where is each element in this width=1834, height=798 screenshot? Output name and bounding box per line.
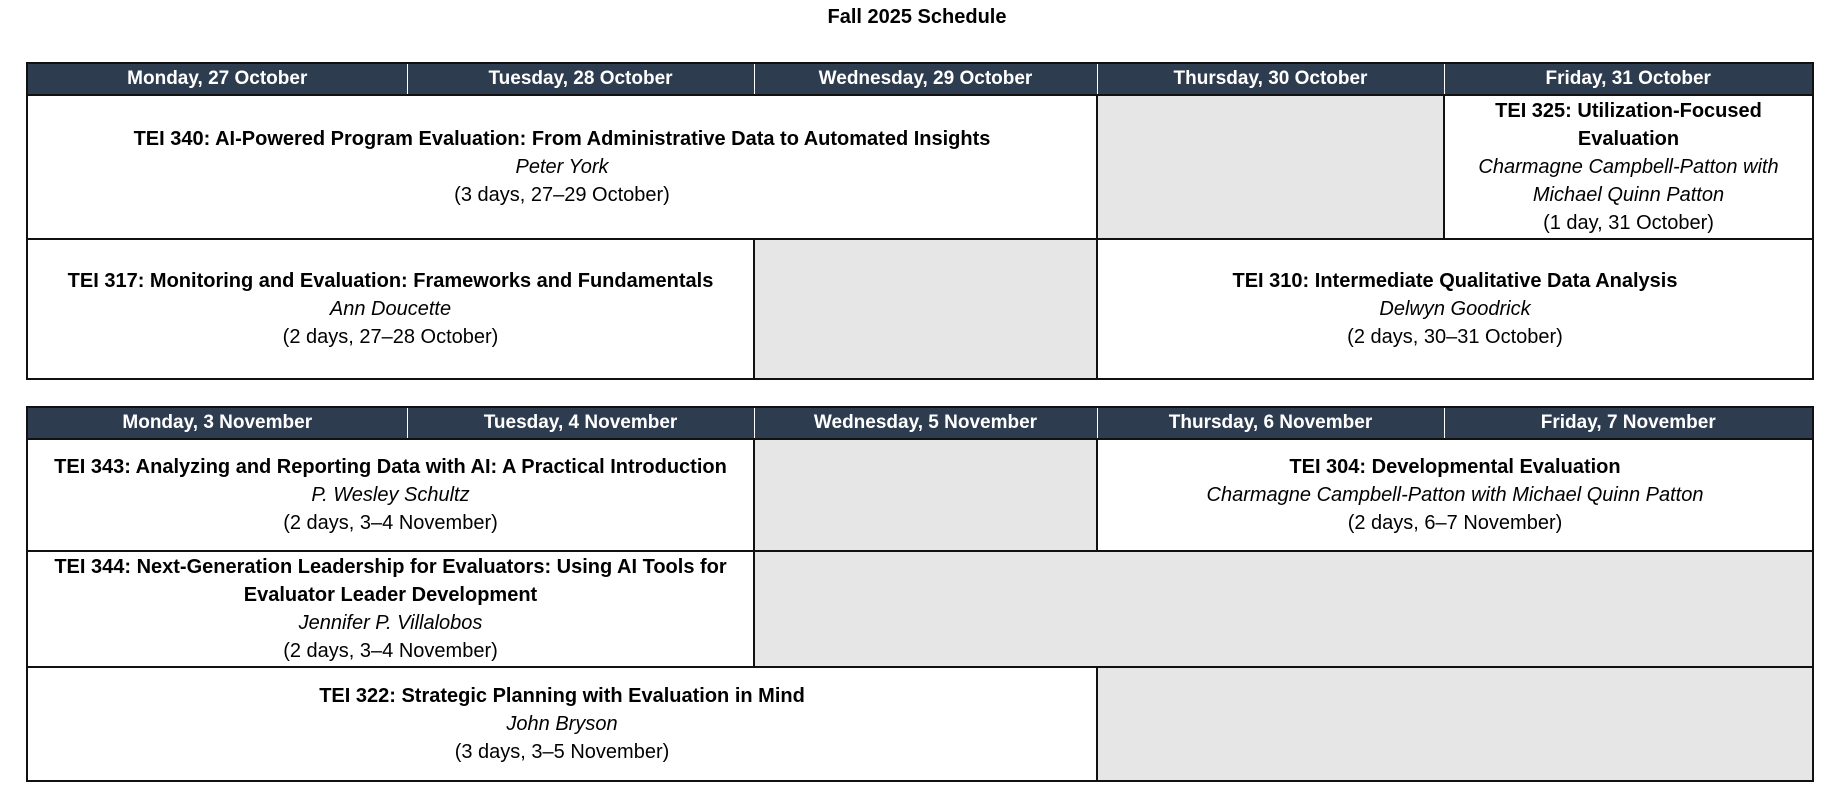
schedule-row bbox=[27, 239, 1813, 379]
day-header: Wednesday, 29 October bbox=[754, 63, 1097, 95]
course-instructor: Delwyn Goodrick bbox=[1379, 298, 1531, 320]
schedule-row bbox=[27, 439, 1813, 551]
course-instructor: Jennifer P. Villalobos bbox=[298, 612, 483, 634]
course-title: TEI 310: Intermediate Qualitative Data Analysis bbox=[1232, 270, 1678, 292]
day-header: Thursday, 30 October bbox=[1097, 63, 1444, 95]
course-instructor: Peter York bbox=[515, 156, 609, 178]
empty-cell bbox=[754, 551, 1813, 667]
day-header: Monday, 3 November bbox=[27, 407, 407, 439]
day-header: Monday, 27 October bbox=[27, 63, 407, 95]
course-duration: (2 days, 27–28 October) bbox=[282, 326, 499, 348]
course-title: TEI 325: Utilization-Focused Evaluation bbox=[1495, 100, 1762, 150]
empty-cell bbox=[754, 439, 1097, 551]
course-title: TEI 317: Monitoring and Evaluation: Frameworks and Fundamentals bbox=[67, 270, 714, 292]
course-instructor: Charmagne Campbell-Patton with Michael Quinn Patton bbox=[1478, 156, 1779, 206]
empty-cell bbox=[1097, 95, 1444, 239]
schedule-row bbox=[27, 667, 1813, 781]
course-duration: (1 day, 31 October) bbox=[1543, 212, 1714, 234]
course-instructor: P. Wesley Schultz bbox=[311, 484, 470, 506]
course-duration: (3 days, 27–29 October) bbox=[454, 184, 670, 206]
day-header: Tuesday, 28 October bbox=[407, 63, 754, 95]
course-instructor: Charmagne Campbell-Patton with Michael Quinn Patton bbox=[1206, 484, 1704, 506]
day-header: Tuesday, 4 November bbox=[407, 407, 754, 439]
day-header: Friday, 31 October bbox=[1444, 63, 1813, 95]
week-schedule-table bbox=[26, 62, 1814, 380]
page-title: Fall 2025 Schedule bbox=[827, 6, 1007, 28]
course-cell-tei325 bbox=[1444, 95, 1813, 239]
course-duration: (2 days, 30–31 October) bbox=[1347, 326, 1563, 348]
day-header-row bbox=[27, 407, 1813, 439]
course-duration: (3 days, 3–5 November) bbox=[454, 741, 670, 763]
course-cell-tei344 bbox=[27, 551, 754, 667]
course-title: TEI 322: Strategic Planning with Evaluation in Mind bbox=[319, 685, 805, 707]
day-header-row bbox=[27, 63, 1813, 95]
day-header: Thursday, 6 November bbox=[1097, 407, 1444, 439]
course-instructor: Ann Doucette bbox=[329, 298, 452, 320]
course-title: TEI 340: AI-Powered Program Evaluation: From Administrative Data to Automated Insights bbox=[133, 128, 991, 150]
course-duration: (2 days, 3–4 November) bbox=[283, 640, 498, 662]
course-cell-tei343 bbox=[27, 439, 754, 551]
course-cell-tei310 bbox=[1097, 239, 1813, 379]
course-cell-tei340 bbox=[27, 95, 1097, 239]
schedule-row bbox=[27, 551, 1813, 667]
course-duration: (2 days, 6–7 November) bbox=[1347, 512, 1563, 534]
week-schedule-table bbox=[26, 406, 1814, 782]
course-cell-tei304 bbox=[1097, 439, 1813, 551]
course-instructor: John Bryson bbox=[506, 713, 618, 735]
empty-cell bbox=[754, 239, 1097, 379]
course-title: TEI 304: Developmental Evaluation bbox=[1289, 456, 1621, 478]
day-header: Wednesday, 5 November bbox=[754, 407, 1097, 439]
course-cell-tei322 bbox=[27, 667, 1097, 781]
course-title: TEI 343: Analyzing and Reporting Data with AI: A Practical Introduction bbox=[54, 456, 727, 478]
day-header: Friday, 7 November bbox=[1444, 407, 1813, 439]
course-cell-tei317 bbox=[27, 239, 754, 379]
schedule-row bbox=[27, 95, 1813, 239]
course-duration: (2 days, 3–4 November) bbox=[283, 512, 498, 534]
course-title: TEI 344: Next-Generation Leadership for Evaluators: Using AI Tools for Evaluator Leader Development bbox=[54, 556, 727, 606]
empty-cell bbox=[1097, 667, 1813, 781]
